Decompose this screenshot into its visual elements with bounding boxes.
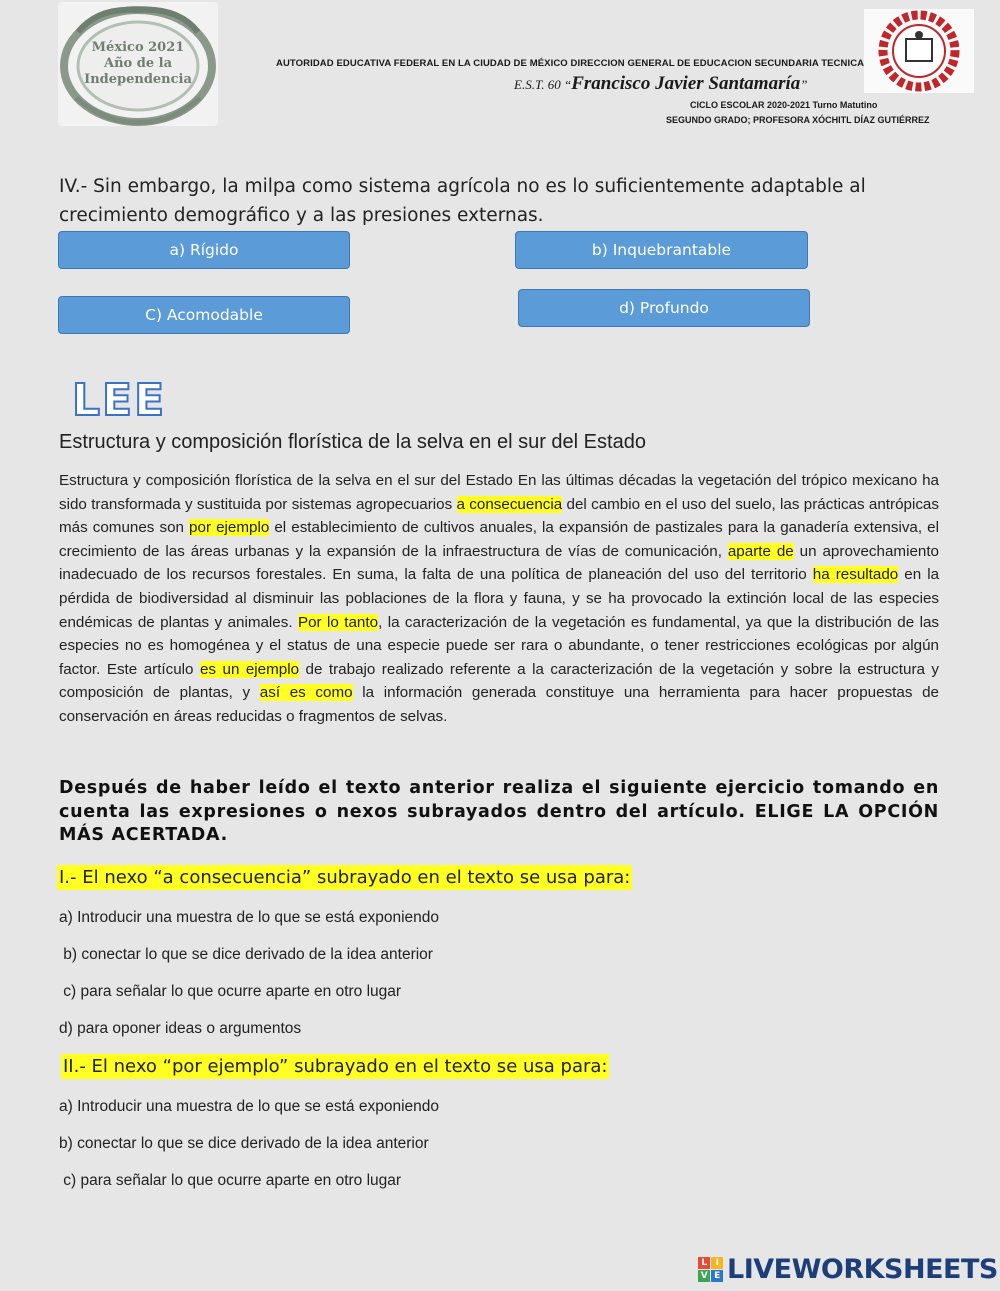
highlight-por-ejemplo: por ejemplo (189, 519, 270, 537)
article-text: de trabajo realizado referente a la caracterización de la vegetación y sobre la estructura y composición de plantas, y (59, 660, 940, 702)
question-ii-option-c[interactable]: c) para señalar lo que ocurre aparte en otro lugar (59, 1172, 402, 1189)
mexico-2021-logo (58, 2, 218, 126)
option-a-button[interactable]: a) Rígido (58, 231, 350, 269)
article-text: , la caracterización de la vegetación es fundamental, ya que la distribución de las especies no es homogénea y el status de una especie puede ser rara o abundante, o tener restricciones ecológicas por algún factor. Este artículo (59, 613, 939, 678)
question-i-title: I.- El nexo “a consecuencia” subrayado en el texto se usa para: (59, 867, 631, 888)
school-cycle: CICLO ESCOLAR 2020-2021 Turno Matutino (690, 100, 878, 110)
article-text: un aprovechamiento inadecuado de los recursos forestales. En suma, la falta de una política de planeación del uso del territorio (59, 542, 939, 584)
highlight-ha-resultado: ha resultado (812, 566, 899, 584)
option-b-button[interactable]: b) Inquebrantable (515, 231, 808, 269)
highlight-a-consecuencia: a consecuencia (456, 495, 563, 513)
question-i-option-b[interactable]: b) conectar lo que se dice derivado de la idea anterior (59, 946, 433, 963)
article-text: del cambio en el uso del suelo, las prácticas antrópicas más comunes son (59, 495, 939, 537)
logo-caption: México 2021 Año de la Independencia (84, 40, 192, 87)
question-ii-option-b[interactable]: b) conectar lo que se dice derivado de la idea anterior (59, 1135, 429, 1152)
article-title: Estructura y composición florística de la selva en el sur del Estado (59, 431, 646, 453)
article-text: Estructura y composición florística de la selva en el sur del Estado En las últimas décadas la vegetación del trópico mexicano ha sido transformada y sustituida por sistemas agropecuarios (59, 472, 939, 513)
teacher-line: SEGUNDO GRADO; PROFESORA XÓCHITL DÍAZ GUTIÉRREZ (666, 115, 930, 125)
highlight-aparte-de: aparte de (727, 542, 794, 560)
article-text: el establecimiento de cultivos anuales, la expansión de pastizales para la ganadería extensiva, el crecimiento de las áreas urbanas y la expansión de la infraestructura de vías de comunicación, (59, 519, 939, 560)
liveworksheets-wordmark: LIVEWORKSHEETS (727, 1254, 998, 1285)
highlight-asi-es-como: así es como (259, 684, 353, 702)
question-ii-option-a[interactable]: a) Introducir una muestra de lo que se está exponiendo (59, 1098, 439, 1115)
question-iv-text: IV.- Sin embargo, la milpa como sistema agrícola no es lo suficientemente adaptable al crecimiento demográfico y a las presiones externas. (59, 176, 866, 226)
highlight-es-un-ejemplo: es un ejemplo (199, 660, 300, 678)
option-c-button[interactable]: C) Acomodable (58, 296, 350, 334)
question-ii-title: II.- El nexo “por ejemplo” subrayado en el texto se usa para: (63, 1056, 608, 1077)
liveworksheets-icon: L I V E (698, 1257, 723, 1282)
article-text: en la pérdida de biodiversidad al disminuir las poblaciones de la flora y fauna, y se ha provocado la extinción local de las especies endémicas de plantas y animales. (59, 566, 940, 631)
lee-heading: LEE (72, 375, 167, 426)
question-i-option-a[interactable]: a) Introducir una muestra de lo que se está exponiendo (59, 909, 439, 926)
instructions: Después de haber leído el texto anterior realiza el siguiente ejercicio tomando en cuenta las expresiones o nexos subrayados dentro del artículo. ELIGE LA OPCIÓN MÁS ACERTADA. (59, 778, 939, 845)
school-name: E.S.T. 60 “Francisco Javier Santamaría” (514, 73, 808, 94)
school-logo (864, 9, 974, 93)
question-i-option-c[interactable]: c) para señalar lo que ocurre aparte en otro lugar (59, 983, 402, 1000)
highlight-por-lo-tanto: Por lo tanto (297, 613, 379, 631)
option-d-button[interactable]: d) Profundo (518, 289, 810, 327)
liveworksheets-logo (698, 1254, 998, 1285)
article-text: la información generada constituye una herramienta para hacer propuestas de conservación en áreas reducidas o fragmentos de selvas. (59, 684, 939, 725)
header-authority: AUTORIDAD EDUCATIVA FEDERAL EN LA CIUDAD DE MÉXICO DIRECCION GENERAL DE EDUCACION SECUNDARIA TECNICA (276, 58, 865, 69)
question-i-option-d[interactable]: d) para oponer ideas o argumentos (59, 1020, 302, 1037)
article-body (59, 469, 939, 729)
